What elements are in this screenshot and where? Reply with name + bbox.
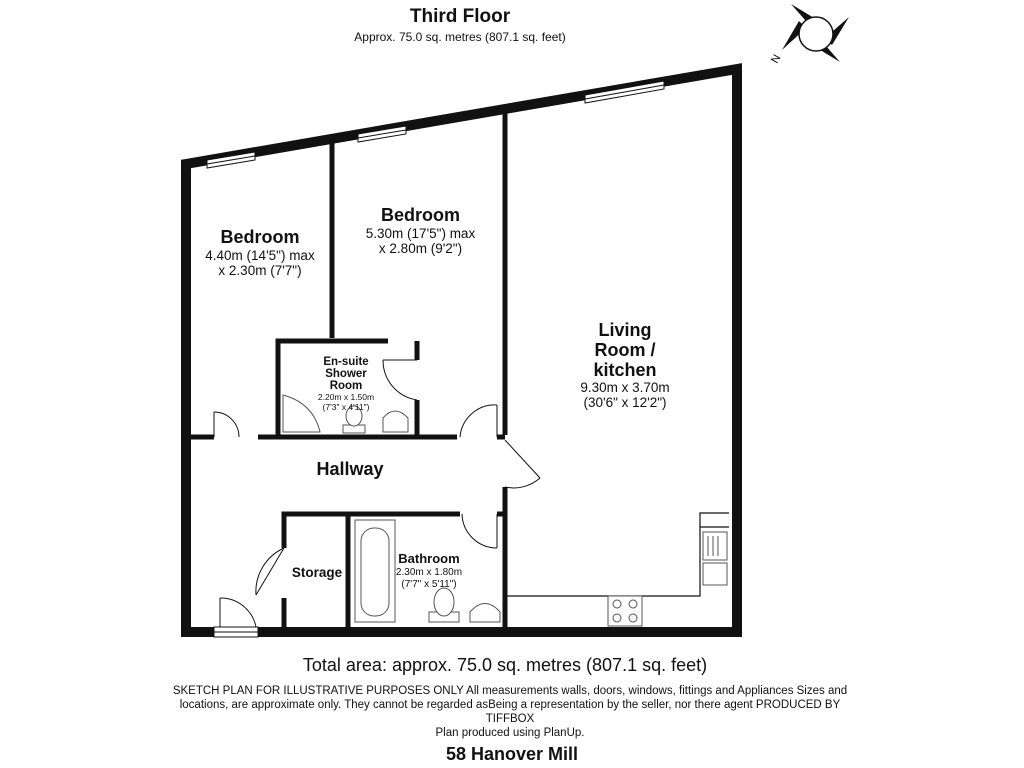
compass-north-label: N: [769, 52, 784, 66]
ensuite-basin: [383, 411, 408, 432]
room-label-ensuite: [300, 356, 392, 412]
total-area: Total area: approx. 75.0 sq. metres (807.1 sq. feet): [302, 655, 708, 675]
disclaimer-line: Plan produced using PlanUp.: [435, 727, 585, 739]
disclaimer: [160, 684, 860, 740]
room-dimension: x 2.30m (7'7"): [218, 263, 302, 278]
room-dimension: (7'3" x 4'11"): [322, 402, 370, 412]
room-name: Bedroom: [220, 227, 300, 247]
door-entrance: [220, 598, 256, 627]
room-name: Room /: [594, 340, 656, 360]
room-name: Bathroom: [398, 551, 460, 566]
room-name: kitchen: [593, 360, 657, 380]
door-bedroom-left: [214, 412, 239, 437]
floor-area: Approx. 75.0 sq. metres (807.1 sq. feet): [354, 30, 566, 44]
compass-rose-icon: [769, 4, 849, 65]
room-name: Bedroom: [380, 205, 460, 225]
room-name: En-suite: [323, 356, 369, 368]
window-entrance: [214, 627, 258, 637]
door-bedroom-center: [460, 405, 497, 437]
room-name: Living: [598, 320, 652, 340]
room-label-bedroom-left: [190, 227, 330, 278]
kitchen-sink: [703, 532, 727, 585]
disclaimer-line: SKETCH PLAN FOR ILLUSTRATIVE PURPOSES ONLY All measurements walls, doors, windows, fittings and Appliances Sizes and: [172, 685, 848, 697]
floor-title: Third Floor: [409, 6, 511, 27]
room-name: Room: [329, 380, 363, 392]
room-label-living: [545, 320, 705, 410]
room-label-hallway: Hallway: [316, 459, 384, 479]
kitchen-counter: [505, 513, 729, 596]
room-dimension: (7'7" x 5'11"): [401, 579, 457, 590]
kitchen-hob: [608, 596, 642, 626]
door-storage: [256, 548, 284, 595]
disclaimer-line: TIFFBOX: [485, 713, 535, 725]
door-living: [505, 440, 540, 488]
room-dimension: (30'6" x 12'2"): [583, 395, 667, 410]
room-dimension: 9.30m x 3.70m: [580, 380, 670, 395]
door-bathroom: [462, 514, 497, 548]
bathroom-basin: [470, 604, 500, 623]
disclaimer-line: locations, are approximate only. They cannot be regarded asBeing a representation by the seller, nor there agent PRODUCED BY: [179, 699, 841, 711]
room-dimension: 2.20m x 1.50m: [317, 392, 375, 402]
room-label-bedroom-center: [338, 205, 503, 256]
bathroom-toilet: [429, 588, 459, 622]
room-label-bathroom: [385, 551, 473, 591]
room-dimension: 4.40m (14'5") max: [205, 248, 315, 263]
room-label-storage: Storage: [291, 565, 343, 580]
room-dimension: x 2.80m (9'2"): [378, 241, 463, 256]
room-dimension: 2.30m x 1.80m: [395, 567, 463, 578]
room-name: Shower: [325, 368, 367, 380]
property-name: 58 Hanover Mill: [445, 744, 579, 764]
room-dimension: 5.30m (17'5") max: [365, 226, 476, 241]
